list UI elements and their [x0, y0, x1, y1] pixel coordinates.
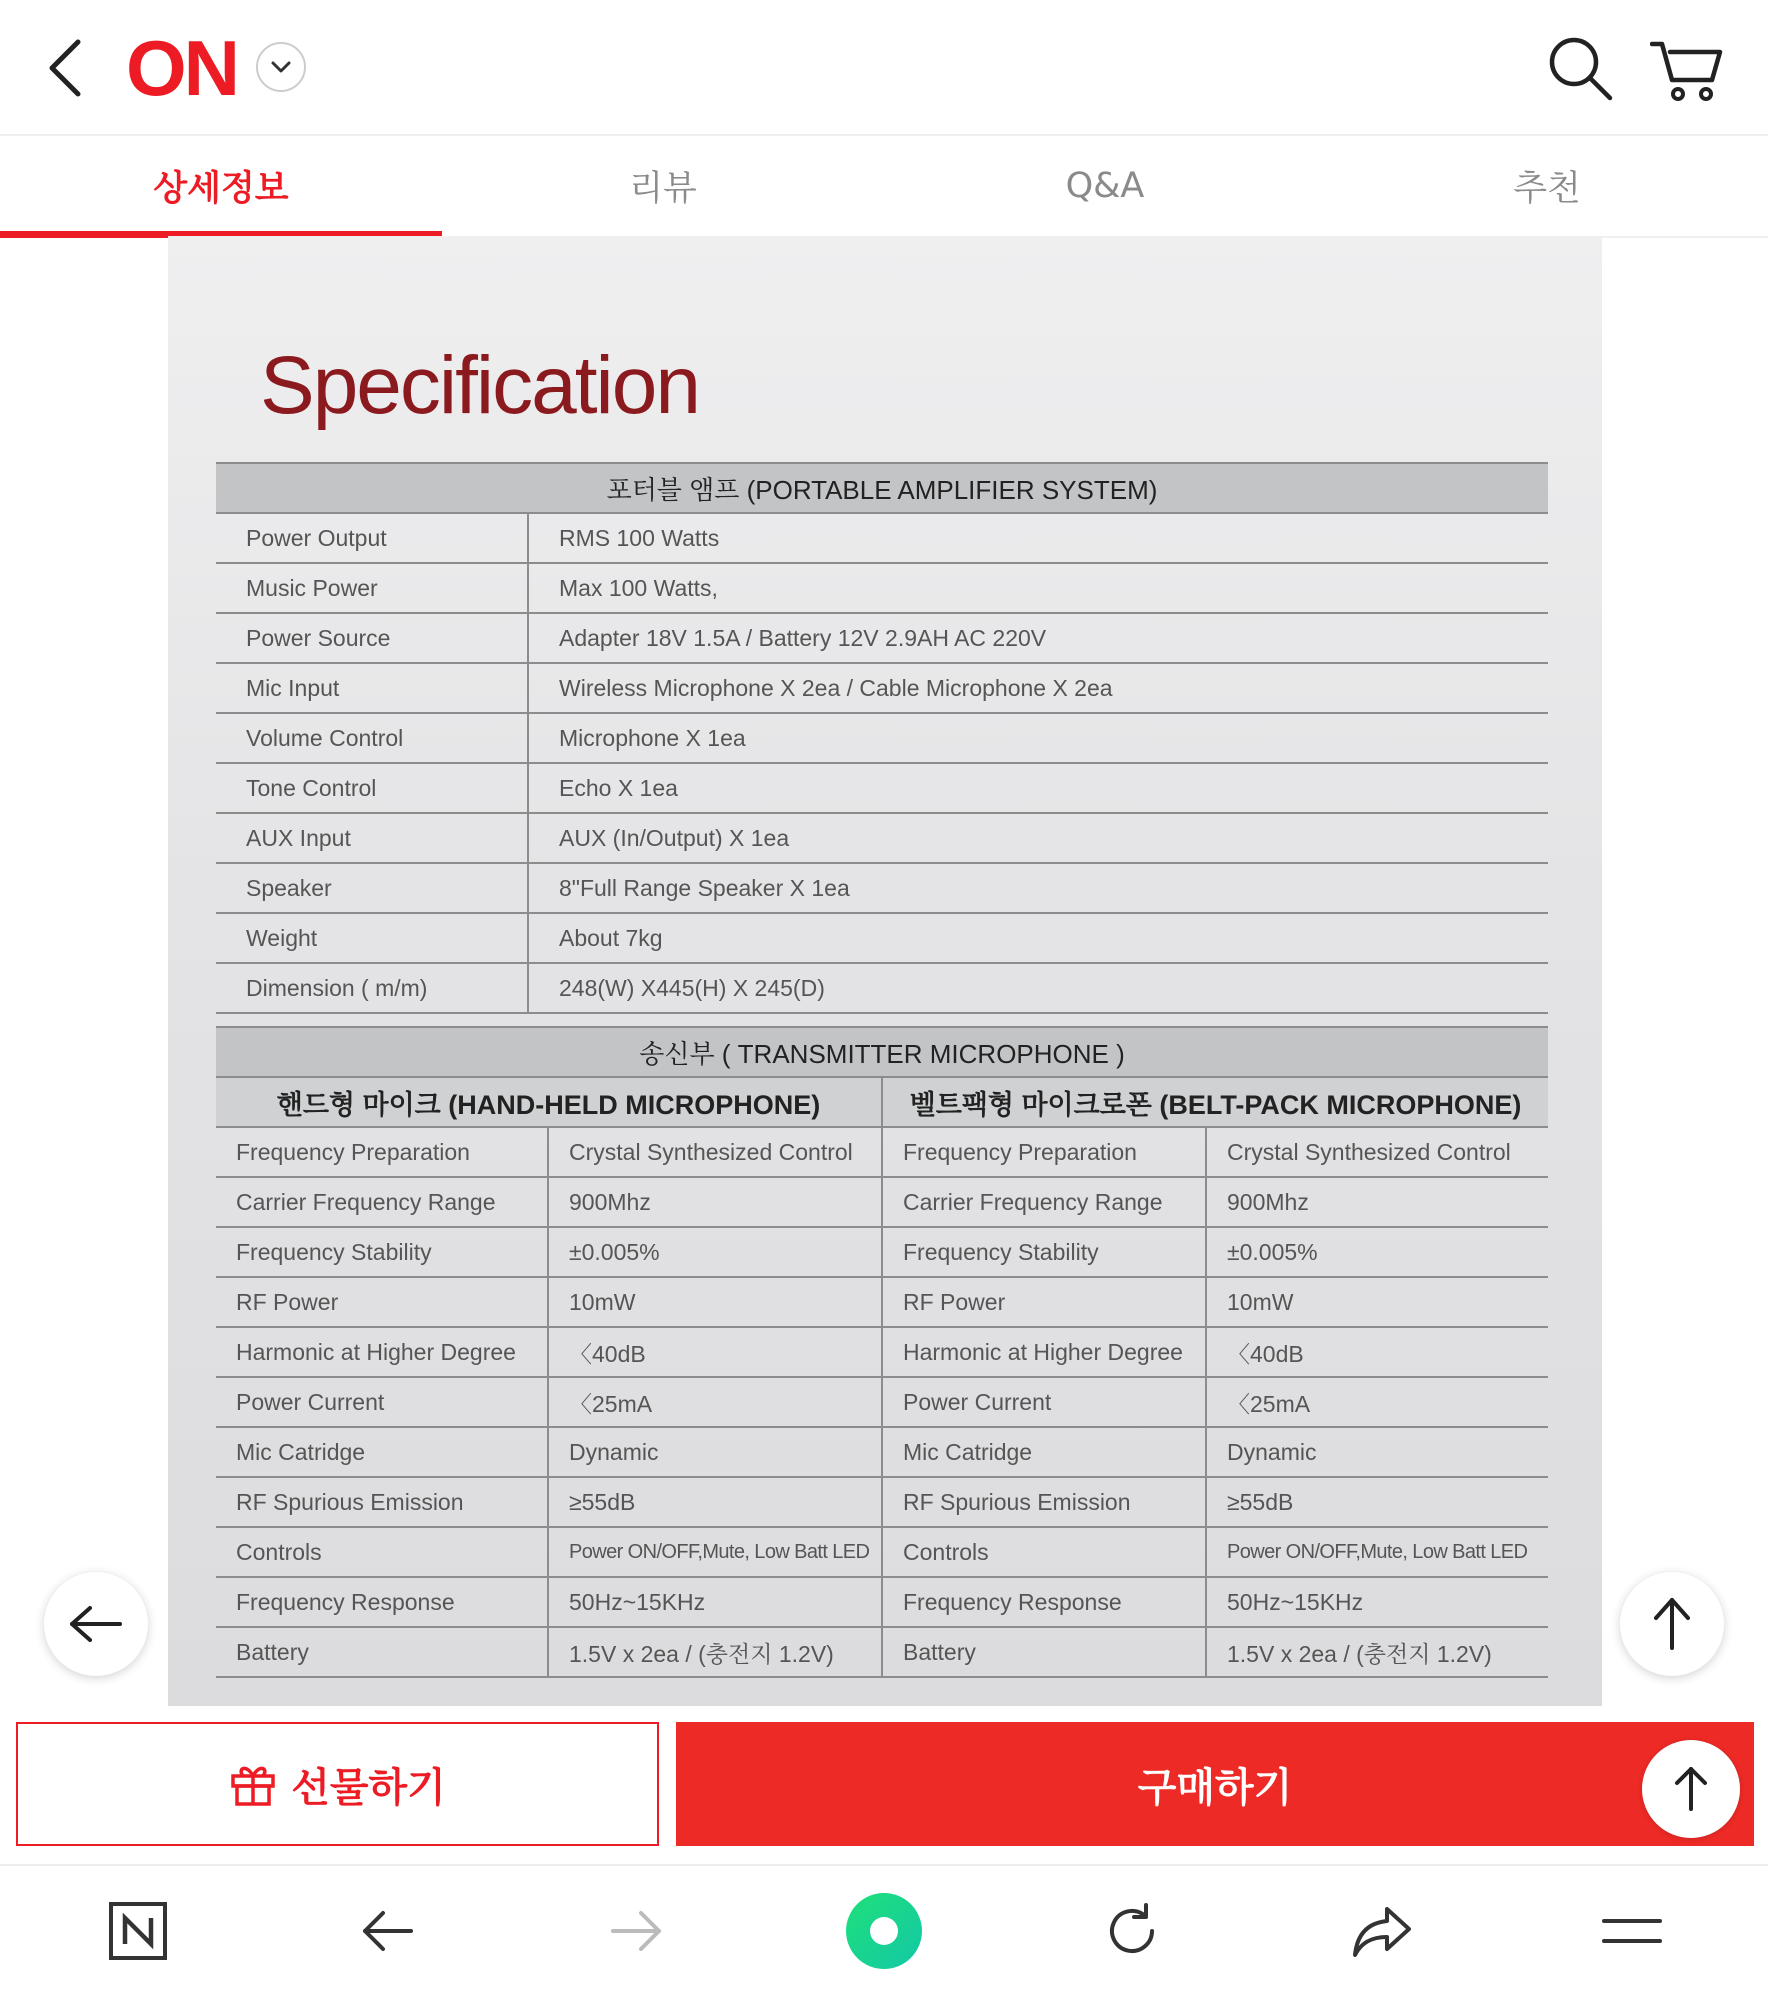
handheld-spec-label: Harmonic at Higher Degree [216, 1327, 548, 1377]
handheld-spec-value: 900Mhz [548, 1177, 882, 1227]
handheld-spec-label: Battery [216, 1627, 548, 1677]
amplifier-spec-row [216, 813, 1548, 863]
handheld-spec-value: ≥55dB [548, 1477, 882, 1527]
spec-value: 248(W) X445(H) X 245(D) [528, 963, 1548, 1013]
transmitter-spec-row [216, 1577, 1548, 1627]
transmitter-spec-row [216, 1177, 1548, 1227]
spec-label: Mic Input [216, 663, 528, 713]
handheld-spec-value: Crystal Synthesized Control [548, 1127, 882, 1177]
amplifier-spec-row [216, 963, 1548, 1013]
handheld-spec-value: 1.5V x 2ea / (충전지 1.2V) [548, 1627, 882, 1677]
amplifier-spec-row [216, 613, 1548, 663]
beltpack-spec-label: Harmonic at Higher Degree [882, 1327, 1206, 1377]
spec-value: Microphone X 1ea [528, 713, 1548, 763]
amplifier-heading: 포터블 앰프 (PORTABLE AMPLIFIER SYSTEM) [216, 463, 1548, 513]
spec-label: Tone Control [216, 763, 528, 813]
detail-tabs [0, 136, 1768, 238]
handheld-spec-value: 〈25mA [548, 1377, 882, 1427]
handheld-spec-label: RF Power [216, 1277, 548, 1327]
share-icon [1351, 1903, 1413, 1959]
handheld-spec-label: Frequency Response [216, 1577, 548, 1627]
app-header [0, 0, 1768, 136]
naver-home-button[interactable] [78, 1866, 198, 1996]
scroll-top-button-secondary[interactable] [1642, 1740, 1740, 1838]
beltpack-spec-label: Frequency Stability [882, 1227, 1206, 1277]
beltpack-spec-value: 1.5V x 2ea / (충전지 1.2V) [1206, 1627, 1548, 1677]
beltpack-spec-value: 〈25mA [1206, 1377, 1548, 1427]
beltpack-spec-label: RF Spurious Emission [882, 1477, 1206, 1527]
prev-image-button[interactable] [44, 1572, 148, 1676]
buy-button[interactable] [676, 1722, 1754, 1846]
amplifier-spec-row [216, 913, 1548, 963]
beltpack-spec-value: 10mW [1206, 1277, 1548, 1327]
brand-logo[interactable]: ON [126, 24, 237, 112]
beltpack-spec-value: 〈40dB [1206, 1327, 1548, 1377]
menu-icon [1602, 1916, 1662, 1946]
spec-label: Dimension ( m/m) [216, 963, 528, 1013]
transmitter-spec-row [216, 1527, 1548, 1577]
beltpack-spec-label: Controls [882, 1527, 1206, 1577]
beltpack-spec-label: Battery [882, 1627, 1206, 1677]
beltpack-spec-value: ±0.005% [1206, 1227, 1548, 1277]
handheld-spec-label: Controls [216, 1527, 548, 1577]
beltpack-spec-label: Frequency Response [882, 1577, 1206, 1627]
spec-label: Speaker [216, 863, 528, 913]
spec-label: AUX Input [216, 813, 528, 863]
buy-button-label: 구매하기 [1137, 1764, 1293, 1811]
spec-value: Adapter 18V 1.5A / Battery 12V 2.9AH AC 220V [528, 613, 1548, 663]
browser-navbar [0, 1864, 1768, 1996]
spec-value: 8"Full Range Speaker X 1ea [528, 863, 1548, 913]
cart-button[interactable] [1650, 34, 1724, 104]
amplifier-spec-row [216, 763, 1548, 813]
beltpack-spec-value: Power ON/OFF,Mute, Low Batt LED [1206, 1527, 1548, 1577]
refresh-button[interactable] [1072, 1866, 1192, 1996]
amplifier-spec-table [216, 462, 1548, 1014]
transmitter-spec-row [216, 1227, 1548, 1277]
spec-label: Weight [216, 913, 528, 963]
beltpack-heading: 벨트팩형 마이크로폰 (BELT-PACK MICROPHONE) [882, 1077, 1548, 1127]
handheld-spec-value: 〈40dB [548, 1327, 882, 1377]
amplifier-spec-row [216, 713, 1548, 763]
transmitter-spec-row [216, 1427, 1548, 1477]
beltpack-spec-value: Dynamic [1206, 1427, 1548, 1477]
spec-image [168, 236, 1602, 1706]
transmitter-heading: 송신부 ( TRANSMITTER MICROPHONE ) [216, 1027, 1548, 1077]
transmitter-spec-row [216, 1327, 1548, 1377]
handheld-spec-value: Power ON/OFF,Mute, Low Batt LED [548, 1527, 882, 1577]
spec-title: Specification [260, 340, 699, 431]
spec-label: Power Output [216, 513, 528, 563]
spec-value: Echo X 1ea [528, 763, 1548, 813]
handheld-spec-label: Power Current [216, 1377, 548, 1427]
handheld-spec-label: Frequency Stability [216, 1227, 548, 1277]
back-button[interactable] [34, 30, 94, 106]
transmitter-spec-row [216, 1477, 1548, 1527]
amplifier-spec-row [216, 563, 1548, 613]
beltpack-spec-label: RF Power [882, 1277, 1206, 1327]
refresh-icon [1102, 1901, 1162, 1961]
handheld-spec-label: Mic Catridge [216, 1427, 548, 1477]
beltpack-spec-value: Crystal Synthesized Control [1206, 1127, 1548, 1177]
arrow-left-icon [68, 1604, 124, 1644]
tab-reviews[interactable]: 리뷰 [629, 169, 697, 209]
spec-label: Volume Control [216, 713, 528, 763]
tab-details[interactable]: 상세정보 [0, 136, 442, 236]
arrow-right-icon [609, 1909, 663, 1953]
transmitter-spec-row [216, 1377, 1548, 1427]
arrow-left-icon [361, 1909, 415, 1953]
beltpack-spec-value: 900Mhz [1206, 1177, 1548, 1227]
transmitter-spec-row [216, 1277, 1548, 1327]
beltpack-spec-label: Carrier Frequency Range [882, 1177, 1206, 1227]
handheld-spec-label: Carrier Frequency Range [216, 1177, 548, 1227]
beltpack-spec-label: Frequency Preparation [882, 1127, 1206, 1177]
transmitter-spec-row [216, 1627, 1548, 1677]
search-button[interactable] [1546, 34, 1616, 104]
handheld-spec-label: Frequency Preparation [216, 1127, 548, 1177]
handheld-spec-label: RF Spurious Emission [216, 1477, 548, 1527]
browser-back-button[interactable] [328, 1866, 448, 1996]
brand-dropdown-button[interactable] [256, 42, 306, 92]
spec-value: About 7kg [528, 913, 1548, 963]
cart-icon [1650, 34, 1724, 104]
amplifier-spec-row [216, 663, 1548, 713]
search-icon [1546, 34, 1616, 104]
tab-recommend[interactable]: 추천 [1513, 169, 1581, 209]
naver-n-icon [109, 1902, 167, 1960]
chevron-left-icon [44, 36, 84, 100]
beltpack-spec-value: 50Hz~15KHz [1206, 1577, 1548, 1627]
handheld-spec-value: 50Hz~15KHz [548, 1577, 882, 1627]
spec-value: Wireless Microphone X 2ea / Cable Microphone X 2ea [528, 663, 1548, 713]
gift-button[interactable] [16, 1722, 659, 1846]
gift-button-label: 선물하기 [291, 1764, 446, 1811]
spec-value: RMS 100 Watts [528, 513, 1548, 563]
beltpack-spec-label: Mic Catridge [882, 1427, 1206, 1477]
spec-value: AUX (In/Output) X 1ea [528, 813, 1548, 863]
arrow-up-icon [1652, 1596, 1692, 1652]
purchase-action-bar [0, 1706, 1768, 1864]
green-home-dot-icon [845, 1892, 923, 1970]
transmitter-spec-row [216, 1127, 1548, 1177]
spec-label: Music Power [216, 563, 528, 613]
handheld-spec-value: Dynamic [548, 1427, 882, 1477]
handheld-spec-value: 10mW [548, 1277, 882, 1327]
amplifier-spec-row [216, 513, 1548, 563]
gift-icon [229, 1760, 277, 1808]
menu-button[interactable] [1572, 1866, 1692, 1996]
scroll-top-button[interactable] [1620, 1572, 1724, 1676]
beltpack-spec-label: Power Current [882, 1377, 1206, 1427]
amplifier-spec-row [216, 863, 1548, 913]
spec-value: Max 100 Watts, [528, 563, 1548, 613]
arrow-up-icon [1673, 1765, 1709, 1813]
spec-label: Power Source [216, 613, 528, 663]
beltpack-spec-value: ≥55dB [1206, 1477, 1548, 1527]
handheld-spec-value: ±0.005% [548, 1227, 882, 1277]
chevron-down-icon [270, 60, 292, 74]
green-dot-button[interactable] [824, 1866, 944, 1996]
transmitter-spec-table [216, 1026, 1548, 1678]
browser-forward-button[interactable] [576, 1866, 696, 1996]
handheld-heading: 핸드형 마이크 (HAND-HELD MICROPHONE) [216, 1077, 882, 1127]
share-button[interactable] [1322, 1866, 1442, 1996]
tab-qna[interactable]: Q&A [1065, 166, 1145, 206]
